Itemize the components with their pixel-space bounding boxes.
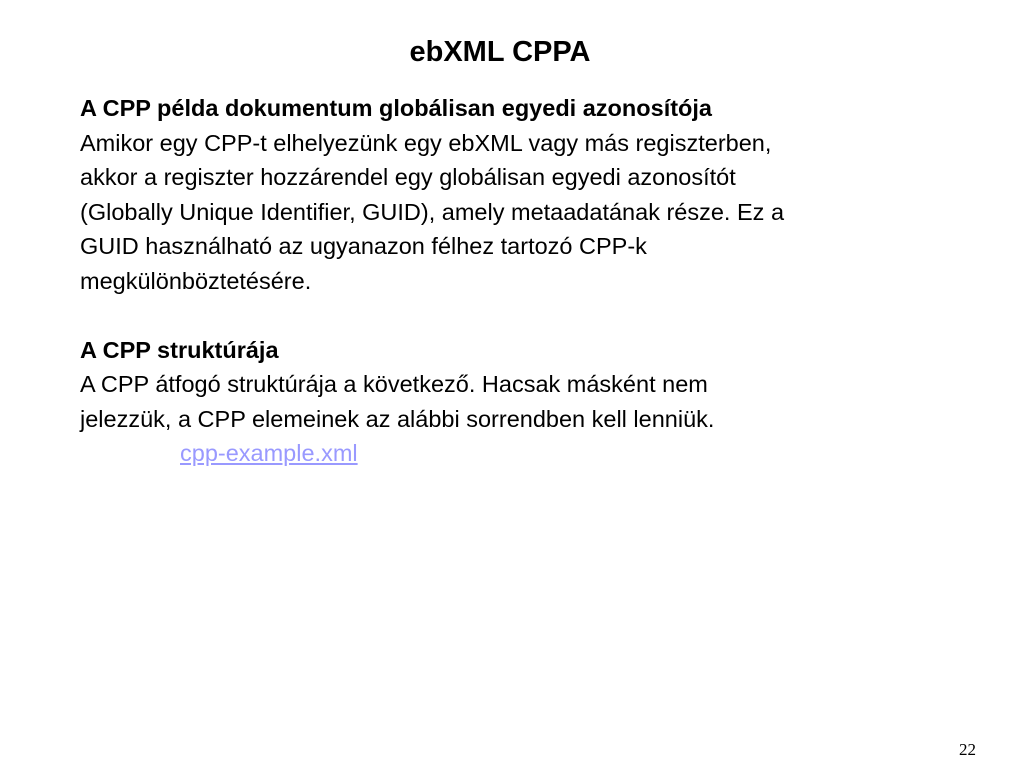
paragraph-line: megkülönböztetésére.: [80, 267, 312, 294]
paragraph-line: akkor a regiszter hozzárendel egy globálisan egyedi azonosítót: [80, 164, 736, 190]
page-number: 22: [959, 740, 976, 759]
section-spacer: [80, 298, 960, 333]
link-line: [80, 436, 960, 471]
slide-title: ebXML CPPA: [409, 36, 591, 68]
section-heading-structure: A CPP struktúrája: [80, 336, 279, 363]
paragraph-line: (Globally Unique Identifier, GUID), amely metaadatának része. Ez a: [80, 198, 785, 225]
slide-content: [80, 91, 960, 471]
paragraph-line: A CPP átfogó struktúrája a következő. Hacsak másként nem: [80, 371, 708, 397]
paragraph-line: Amikor egy CPP-t elhelyezünk egy ebXML vagy más regiszterben,: [80, 129, 772, 156]
paragraph-line: jelezzük, a CPP elemeinek az alábbi sorrendben kell lenniük.: [80, 405, 715, 432]
section-heading-guid: A CPP példa dokumentum globálisan egyedi azonosítója: [80, 95, 712, 121]
paragraph-line: GUID használható az ugyanazon félhez tartozó CPP-k: [80, 233, 647, 259]
cpp-example-link[interactable]: cpp-example.xml: [180, 440, 358, 466]
